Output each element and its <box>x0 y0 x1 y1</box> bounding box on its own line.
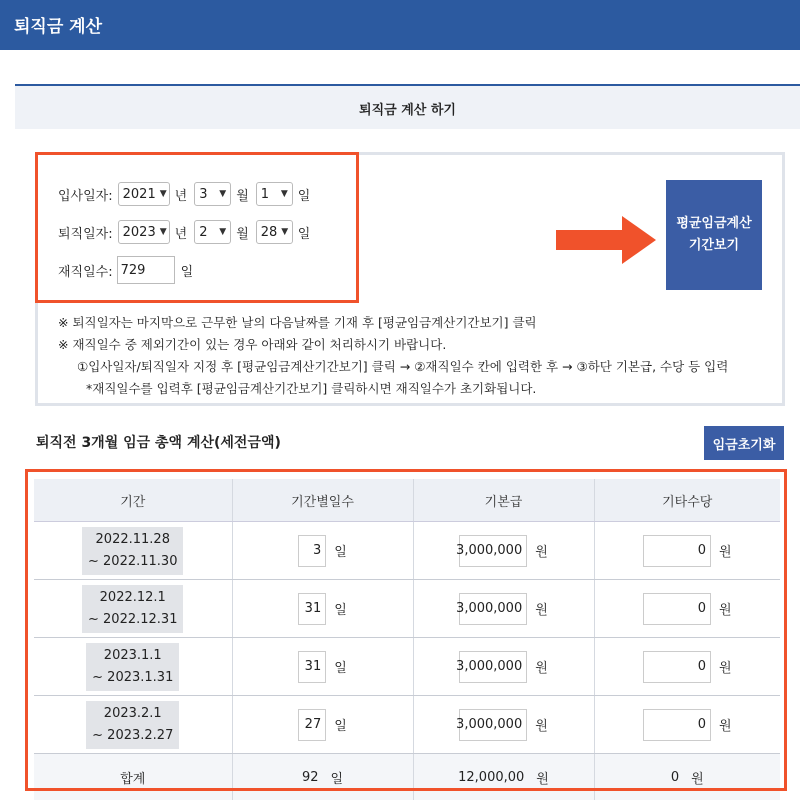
period-from: 2023.2.1 <box>103 705 162 721</box>
base-pay-input[interactable]: 3,000,000 <box>459 709 527 741</box>
start-date-label: 입사일자: <box>58 188 113 204</box>
calc-button-line2: 기간보기 <box>688 238 740 253</box>
days-input[interactable]: 3 <box>298 535 326 567</box>
end-date-row <box>58 218 314 246</box>
end-year-select[interactable] <box>118 220 170 244</box>
month-unit: 월 <box>236 226 249 242</box>
chevron-down-icon: ▼ <box>159 227 167 237</box>
column-header: 기간별일수 <box>232 479 413 522</box>
column-header: 기본급 <box>413 479 594 522</box>
days-input[interactable]: 31 <box>298 593 326 625</box>
period-from: 2022.12.1 <box>99 589 166 605</box>
base-pay-input[interactable]: 3,000,000 <box>459 535 527 567</box>
app-header <box>0 0 800 50</box>
other-allowance-input[interactable]: 0 <box>643 535 711 567</box>
day-unit: 일 <box>330 771 344 787</box>
total-base-pay: 12,000,00 <box>458 769 525 785</box>
day-unit: 일 <box>334 603 347 618</box>
won-unit: 원 <box>535 545 548 560</box>
start-month-value: 3 <box>199 186 208 202</box>
total-days: 92 <box>301 769 319 785</box>
days-input[interactable]: 31 <box>298 651 326 683</box>
won-unit: 원 <box>718 545 732 560</box>
start-year-select[interactable] <box>118 182 170 206</box>
section-header <box>15 84 800 129</box>
wage-section-title: 퇴직전 3개월 임금 총액 계산(세전금액) <box>36 435 281 451</box>
base-pay-input[interactable]: 3,000,000 <box>459 593 527 625</box>
arrow-right-icon <box>556 216 656 264</box>
won-unit: 원 <box>718 719 732 734</box>
start-day-select[interactable] <box>256 182 293 206</box>
won-unit: 원 <box>535 603 548 618</box>
tenure-days-unit: 일 <box>180 264 194 280</box>
day-unit: 일 <box>334 545 347 560</box>
day-unit: 일 <box>334 661 347 676</box>
end-year-value: 2023 <box>122 224 156 240</box>
day-unit: 일 <box>297 188 311 204</box>
period-to: ~ 2023.1.31 <box>92 669 174 685</box>
chevron-down-icon: ▼ <box>280 189 288 199</box>
end-day-value: 28 <box>260 224 278 240</box>
column-header: 기타수당 <box>594 479 780 522</box>
month-unit: 월 <box>236 188 249 204</box>
reset-wage-button[interactable]: 임금초기화 <box>704 426 784 460</box>
section-title: 퇴직금 계산 하기 <box>359 103 456 118</box>
chevron-down-icon: ▼ <box>219 189 227 199</box>
average-wage-period-button[interactable] <box>666 180 762 290</box>
start-date-row <box>58 180 314 208</box>
period-from: 2023.1.1 <box>103 647 162 663</box>
period-to: ~ 2022.11.30 <box>88 553 178 569</box>
note-line: ①입사일자/퇴직일자 지정 후 [평균임금계산기간보기] 클릭 → ②재직일수 칸에 입력한 후 → ③하단 기본급, 수당 등 입력 <box>77 359 729 374</box>
note-line: ※ 퇴직일자는 마지막으로 근무한 날의 다음날짜를 기재 후 [평균임금계산기간보기] 클릭 <box>58 315 537 330</box>
end-month-select[interactable] <box>194 220 231 244</box>
note-line: *재직일수를 입력후 [평균임금계산기간보기] 클릭하시면 재직일수가 초기화됩니다. <box>86 381 537 396</box>
total-other-allowance: 0 <box>670 769 680 785</box>
start-month-select[interactable] <box>194 182 231 206</box>
base-pay-input[interactable]: 3,000,000 <box>459 651 527 683</box>
tenure-days-label: 재직일수: <box>58 264 113 280</box>
year-unit: 년 <box>174 226 188 242</box>
won-unit: 원 <box>535 661 548 676</box>
day-unit: 일 <box>297 226 311 242</box>
column-header: 기간 <box>34 479 232 522</box>
period-from: 2022.11.28 <box>95 531 170 547</box>
chevron-down-icon: ▼ <box>159 189 167 199</box>
other-allowance-input[interactable]: 0 <box>643 593 711 625</box>
wage-table-highlight <box>25 469 787 791</box>
won-unit: 원 <box>536 771 549 787</box>
start-year-value: 2021 <box>122 186 156 202</box>
won-unit: 원 <box>718 603 732 618</box>
day-unit: 일 <box>334 719 347 734</box>
days-input[interactable]: 27 <box>298 709 326 741</box>
other-allowance-input[interactable]: 0 <box>643 651 711 683</box>
start-day-value: 1 <box>260 186 270 202</box>
note-line: ※ 재직일수 중 제외기간이 있는 경우 아래와 같이 처리하시기 바랍니다. <box>58 337 447 352</box>
won-unit: 원 <box>691 771 704 787</box>
year-unit: 년 <box>174 188 188 204</box>
end-date-label: 퇴직일자: <box>58 226 113 242</box>
other-allowance-input[interactable]: 0 <box>643 709 711 741</box>
tenure-days-input[interactable]: 729 <box>117 256 175 284</box>
end-month-value: 2 <box>199 224 208 240</box>
tenure-days-row <box>58 256 197 284</box>
period-to: ~ 2022.12.31 <box>88 611 178 627</box>
total-label: 합계 <box>34 754 232 800</box>
won-unit: 원 <box>535 719 548 734</box>
chevron-down-icon: ▼ <box>281 227 289 237</box>
won-unit: 원 <box>718 661 732 676</box>
period-to: ~ 2023.2.27 <box>92 727 174 743</box>
calc-button-line1: 평균임금계산 <box>676 216 752 231</box>
chevron-down-icon: ▼ <box>219 227 227 237</box>
page-title: 퇴직금 계산 <box>14 17 103 37</box>
end-day-select[interactable] <box>256 220 293 244</box>
